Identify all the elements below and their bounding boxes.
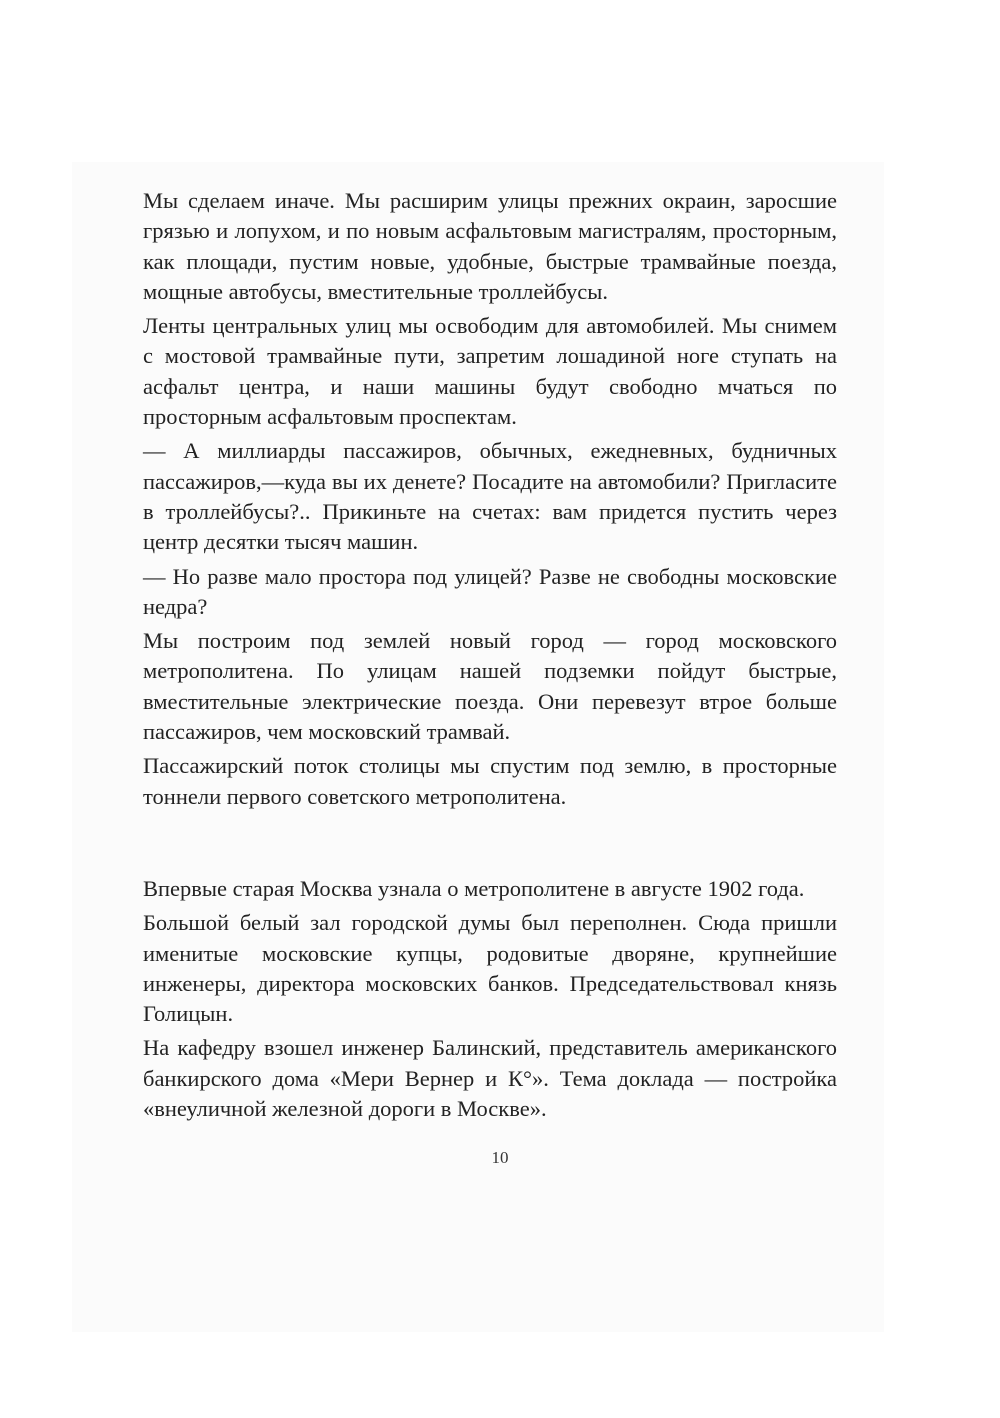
page-number: 10: [491, 1148, 509, 1167]
paragraph: Большой белый зал городской думы был переполнен. Сюда пришли именитые московские купцы, родовитые дворяне, крупнейшие инженеры, директора московских банков. Председательствовал князь Голицын.: [143, 910, 837, 1027]
paragraph: Пассажирский поток столицы мы спустим под землю, в просторные тоннели первого советского метрополитена.: [143, 753, 837, 809]
section-top: [143, 186, 837, 816]
paragraph: — Но разве мало простора под улицей? Разве не свободны московские недра?: [143, 563, 837, 619]
paragraph: Мы сделаем иначе. Мы расширим улицы прежних окраин, заросшие грязью и лопухом, и по новым асфальтовым магистралям, просторным, как площади, пустим новые, удобные, быстрые трамвайные поезда, мощные автобусы, вместительные троллейбусы.: [143, 188, 837, 304]
section-bottom: [143, 874, 837, 1128]
paragraph: Ленты центральных улиц мы освободим для автомобилей. Мы снимем с мостовой трамвайные пути, запретим лошадиной ноге ступать на асфальт центра, и наши машины будут свободно мчаться по просторным асфальтовым проспектам.: [143, 313, 837, 430]
paragraph: На кафедру взошел инженер Балинский, представитель американского банкирского дома «Мери Вернер и К°». Тема доклада — постройка «внеуличной железной дороги в Москве».: [143, 1035, 837, 1122]
paragraph: — А миллиарды пассажиров, обычных, ежедневных, будничных пассажиров,—куда вы их денете? Посадите на автомобили? Пригласите в троллейбусы?.. Прикиньте на счетах: вам придется пустить через центр десятки тысяч машин.: [143, 438, 837, 555]
paragraph: Впервые старая Москва узнала о метрополитене в августе 1902 года.: [143, 876, 805, 901]
paragraph: Мы построим под землей новый город — город московского метрополитена. По улицам нашей подземки пойдут быстрые, вместительные электрические поезда. Они перевезут втрое больше пассажиров, чем московский трамвай.: [143, 628, 837, 745]
